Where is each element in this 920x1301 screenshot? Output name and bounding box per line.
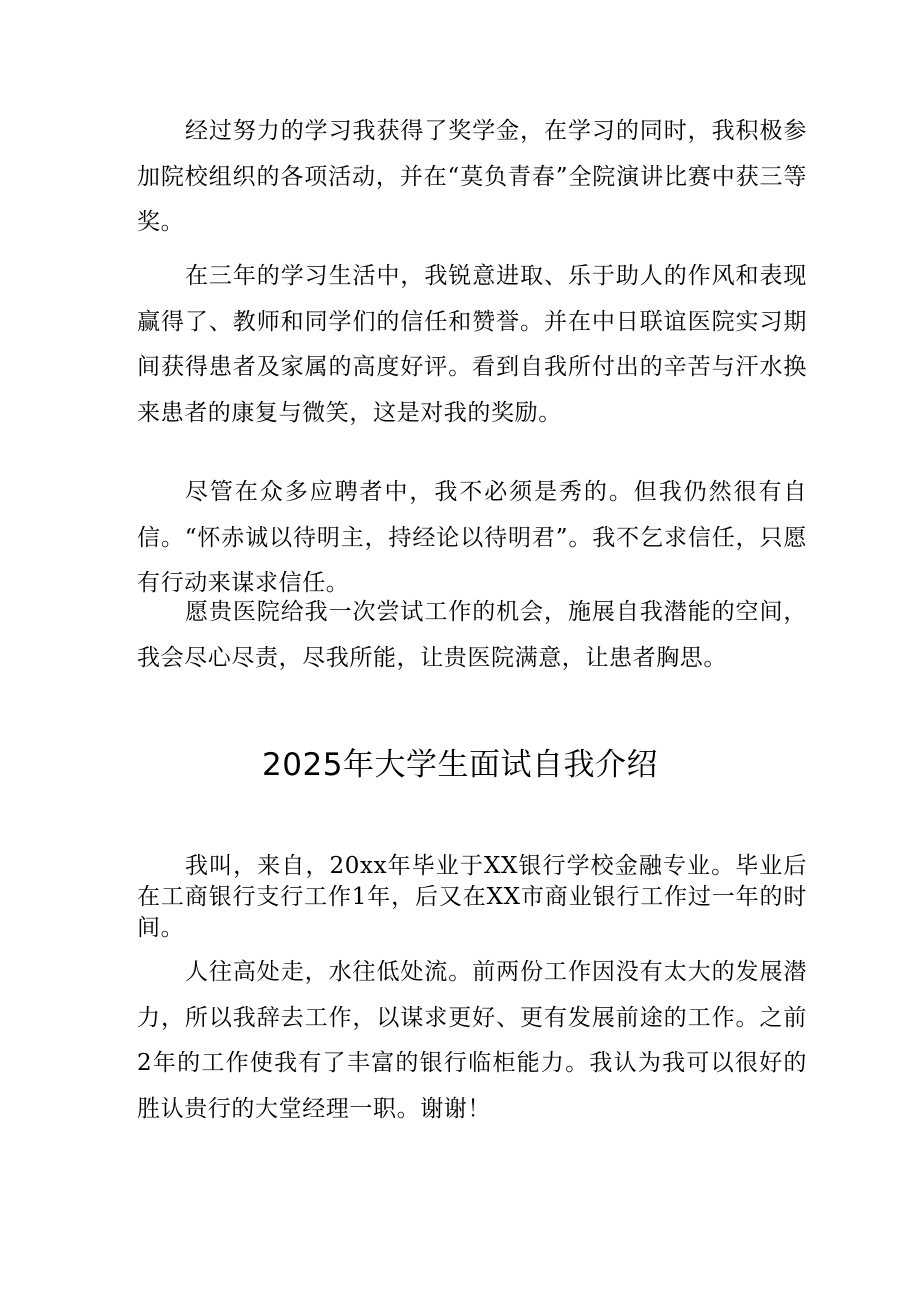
body-paragraph-career-goal: 人往高处走，水往低处流。前两份工作因没有太大的发展潜力，所以我辞去工作，以谋求更好、更有发展前途的工作。之前2年的工作使我有了丰富的银行临柜能力。我认为我可以很好的胜认贵行的大堂经理一职。谢谢！ xyxy=(137,959,807,1122)
body-paragraph-introduction: 我叫，来自，20xx年毕业于XX银行学校金融专业。毕业后在工商银行支行工作1年，后又在XX市商业银行工作过一年的时间。 xyxy=(137,853,807,941)
body-paragraph-wish: 愿贵医院给我一次尝试工作的机会，施展自我潜能的空间，我会尽心尽责，尽我所能，让贵医院满意，让患者胸思。 xyxy=(137,599,807,671)
body-paragraph-confidence: 尽管在众多应聘者中，我不必须是秀的。但我仍然很有自信。“怀赤诚以待明主，持经论以待明君”。我不乞求信任，只愿有行动来谋求信任。 xyxy=(137,479,807,596)
body-paragraph-study-life: 在三年的学习生活中，我锐意进取、乐于助人的作风和表现赢得了、教师和同学们的信任和赞誉。并在中日联谊医院实习期间获得患者及家属的高度好评。看到自我所付出的辛苦与汗水换来患者的康复与微笑，这是对我的奖励。 xyxy=(137,263,807,426)
body-paragraph-scholarship: 经过努力的学习我获得了奖学金，在学习的同时，我积极参加院校组织的各项活动，并在“莫负青春”全院演讲比赛中获三等奖。 xyxy=(137,118,807,235)
section-title: 2025年大学生面试自我介绍 xyxy=(262,747,658,783)
